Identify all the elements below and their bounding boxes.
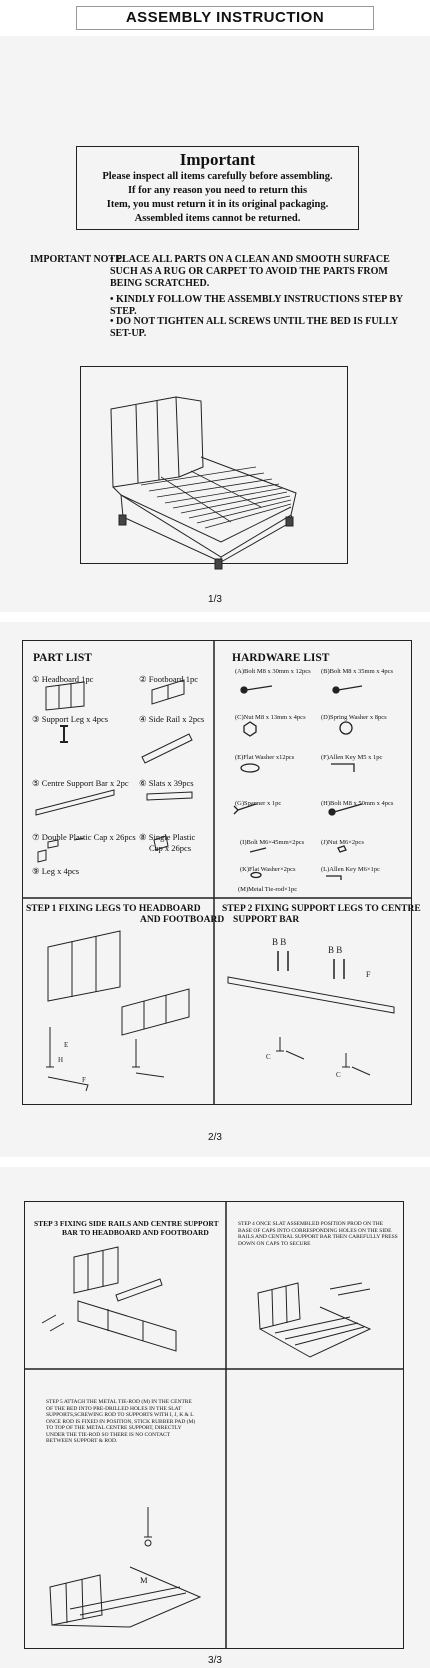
hardware-list-title: HARDWARE LIST xyxy=(232,652,330,664)
part-label: ⑨ Leg x 4pcs xyxy=(32,866,80,876)
hardware-label: (F)Allen Key M5 x 1pc xyxy=(321,754,383,761)
svg-text:H: H xyxy=(58,1056,64,1064)
step5-drawing xyxy=(30,1497,220,1627)
hardware-drawings xyxy=(216,642,411,882)
important-line: Item, you must return it in its original packaging. xyxy=(106,199,329,210)
part-label: ⑤ Centre Support Bar x 2pc xyxy=(32,778,129,788)
hardware-label: (L)Allen Key M6×1pc xyxy=(321,866,380,873)
svg-text:F: F xyxy=(82,1076,86,1084)
hardware-label: (E)Flat Washer x12pcs xyxy=(235,754,295,761)
svg-text:F: F xyxy=(366,970,371,979)
hardware-label: (C)Nut M8 x 13mm x 4pcs xyxy=(235,714,306,721)
part-label: ① Headboard 1pc xyxy=(32,674,94,684)
step4-instructions: STEP 4 ONCE SLAT ASSEMBLED POSITION PROD ON THE BASE OF CAPS INTO CORRESPONDING HOLES ON THE SIDE RAILS AND CENTRAL SUPPORT BAR THEN CAREFULLY PRESS DOWN ON CAPS TO SECURE xyxy=(238,1221,398,1247)
part-label: ⑥ Slats x 39pcs xyxy=(139,778,194,788)
hardware-label: (D)Spring Washer x 8pcs xyxy=(321,714,387,721)
svg-text:B B: B B xyxy=(272,937,287,947)
part-label: ④ Side Rail x 2pcs xyxy=(139,714,205,724)
step1-drawing xyxy=(24,927,214,1102)
hardware-label: (I)Bolt M6×45mm×2pcs xyxy=(240,839,305,846)
hardware-label: (H)Bolt M8 x 50mm x 4pcs xyxy=(321,800,394,807)
step3-drawing xyxy=(28,1239,223,1359)
step3-title-line2: BAR TO HEADBOARD AND FOOTBOARD xyxy=(62,1228,209,1237)
step4-drawing xyxy=(230,1253,400,1363)
svg-text:C: C xyxy=(266,1053,271,1061)
note-item: • PLACE ALL PARTS ON A CLEAN AND SMOOTH SURFACE SUCH AS A RUG OR CARPET TO AVOID THE PARTS FROM BEING SCRATCHED. xyxy=(110,254,390,289)
tie-rod-label: M xyxy=(140,1575,148,1585)
important-note-label: IMPORTANT NOTE: xyxy=(30,254,126,265)
hardware-label: (G)Spanner x 1pc xyxy=(235,800,282,807)
important-line: Please inspect all items carefully before assembling. xyxy=(102,171,333,182)
svg-text:B B: B B xyxy=(328,945,343,955)
step5-instructions: STEP 5 ATTACH THE METAL TIE-ROD (M) IN THE CENTRE OF THE BED INTO PRE-DRILLED HOLES IN THE SLAT SUPPORTS,SCREWING ROD TO SUPPORTS WITH I, J, K & L ONCE ROD IS FIXED IN POSITION, STICK RUBBER PAD (M) TO TOP OF THE METAL CENTRE SUPPORT, DIRECTLY UNDER THE TIE-ROD SO THERE IS NO CONTACT BETWEEN SUPPORT & ROD. xyxy=(46,1399,196,1444)
hardware-label: (M)Metal Tie-rod×1pc xyxy=(238,886,298,893)
page-number: 1/3 xyxy=(208,594,222,605)
part-label: Cap x 26pcs xyxy=(149,843,192,853)
part-drawings xyxy=(24,642,214,882)
part-list-title: PART LIST xyxy=(33,652,92,664)
page-1 xyxy=(0,36,430,612)
page-number: 2/3 xyxy=(208,1132,222,1143)
bed-drawing xyxy=(81,367,349,565)
note-item: • DO NOT TIGHTEN ALL SCREWS UNTIL THE BED IS FULLY SET-UP. xyxy=(110,316,398,339)
page-number: 3/3 xyxy=(208,1655,222,1666)
hardware-label: (J)Nut M6×2pcs xyxy=(321,839,364,846)
important-title: Important xyxy=(179,150,256,169)
important-line: Assembled items cannot be returned. xyxy=(134,213,301,224)
step2-drawing xyxy=(216,927,411,1102)
important-notice-box xyxy=(76,146,359,230)
hardware-label: (B)Bolt M8 x 35mm x 4pcs xyxy=(321,668,394,675)
important-line: If for any reason you need to return this xyxy=(127,185,308,196)
step2-title: STEP 2 FIXING SUPPORT LEGS TO CENTRE xyxy=(222,904,421,914)
part-label: ③ Support Leg x 4pcs xyxy=(32,714,109,724)
step3-title: STEP 3 FIXING SIDE RAILS AND CENTRE SUPPORT xyxy=(34,1219,219,1228)
svg-text:C: C xyxy=(336,1071,341,1079)
step1-title-line2: AND FOOTBOARD xyxy=(140,915,225,925)
hardware-label: (K)Flat Washer×2pcs xyxy=(240,866,296,873)
bed-illustration xyxy=(80,366,348,564)
part-label: ⑦ Double Plastic Cap x 26pcs xyxy=(32,832,136,842)
svg-text:E: E xyxy=(64,1041,69,1049)
note-item: • KINDLY FOLLOW THE ASSEMBLY INSTRUCTIONS STEP BY STEP. xyxy=(110,294,403,317)
page-3 xyxy=(0,1167,430,1668)
document-title: ASSEMBLY INSTRUCTION xyxy=(76,6,374,30)
hardware-label: (A)Bolt M8 x 30mm x 12pcs xyxy=(235,668,311,675)
part-label: ② Footboard 1pc xyxy=(139,674,199,684)
page-2 xyxy=(0,622,430,1157)
step2-title-line2: SUPPORT BAR xyxy=(233,915,300,925)
step1-title: STEP 1 FIXING LEGS TO HEADBOARD xyxy=(26,904,201,914)
part-label: ⑧ Single Plastic xyxy=(139,832,196,842)
